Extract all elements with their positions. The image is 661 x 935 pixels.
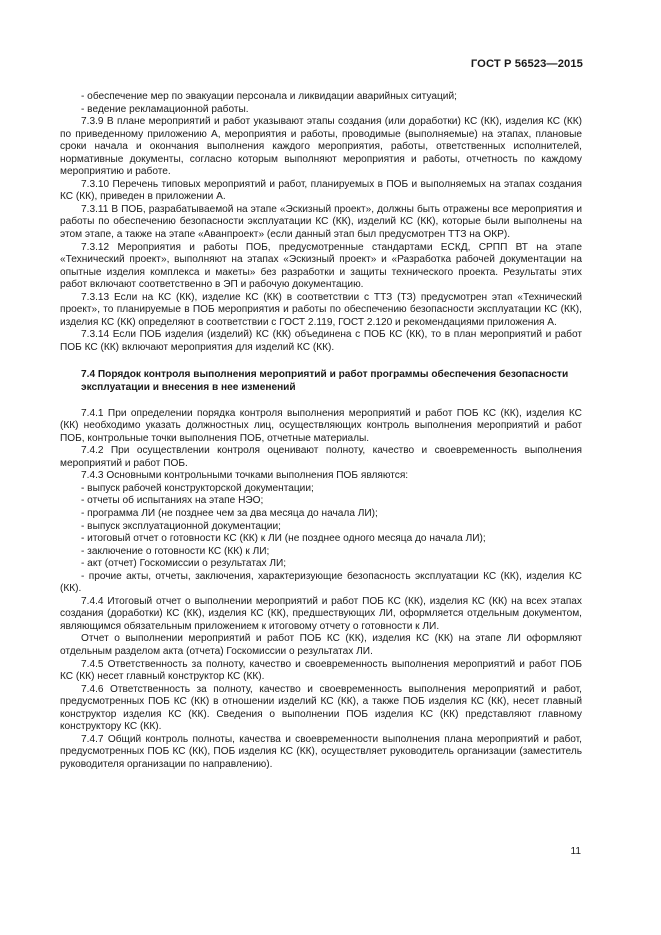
page-number: 11 <box>570 846 581 857</box>
list-item: - отчеты об испытаниях на этапе НЭО; <box>81 495 264 507</box>
paragraph: 7.4.6 Ответственность за полноту, качество и своевременность выполнения мероприятий и работ, предусмотренных ПОБ КС (КК) в отношении изделий КС (КК), а также ПОБ изделия КС (КК), несет главный конструктор изделия КС (КК). Сведения о выполнении ПОБ изделия КС (КК) представляют главному конструктору КС (КК). <box>60 683 582 733</box>
paragraph: 7.4.5 Ответственность за полноту, качество и своевременность выполнения мероприятий и работ ПОБ КС (КК) несет главный конструктор КС (КК). <box>60 658 582 683</box>
paragraph: 7.4.1 При определении порядка контроля выполнения мероприятий и работ ПОБ КС (КК), изделия КС (КК) необходимо указать должностных лиц, осуществляющих контроль выполнения мероприятий и работ ПОБ, контрольные точки выполнения ПОБ, отчетные материалы. <box>60 407 582 444</box>
list-item: - прочие акты, отчеты, заключения, характеризующие безопасность эксплуатации КС (КК), изделия КС (КК). <box>60 570 582 595</box>
paragraph: 7.3.9 В плане мероприятий и работ указывают этапы создания (или доработки) КС (КК), изделия КС (КК) по приведенному приложению А, мероприятия и работы, проводимые (выполняемые) на этапах, плановые сроки начала и окончания выполнения каждого мероприятия, работы, ответственных исполнителей, нормативные документы, согласно которым выполняют мероприятия и работы, отчетность по каждому мероприятию и работе. <box>60 116 582 178</box>
list-item: - акт (отчет) Госкомиссии о результатах ЛИ; <box>81 558 287 570</box>
paragraph: 7.3.10 Перечень типовых мероприятий и работ, планируемых в ПОБ и выполняемых на этапах создания КС (КК), приведен в приложении А. <box>60 178 582 203</box>
paragraph: 7.3.11 В ПОБ, разрабатываемой на этапе «Эскизный проект», должны быть отражены все мероприятия и работы по обеспечению безопасности эксплуатации КС (КК), изделий КС (КК), которые были выполнены на этом этапе, а также на этапе «Аванпроект» (если данный этап был предусмотрен ТТЗ на ОКР). <box>60 203 582 241</box>
section-heading: 7.4 Порядок контроля выполнения мероприятий и работ программы обеспечения безопасности эксплуатации и внесения в нее изменений <box>81 369 569 394</box>
paragraph: 7.4.7 Общий контроль полноты, качества и своевременности выполнения плана мероприятий и работ, предусмотренных ПОБ КС (КК), ПОБ изделия КС (КК), осуществляет руководитель организации (заместитель руководителя организации по направлению). <box>60 733 582 770</box>
document-body <box>60 91 582 771</box>
paragraph: Отчет о выполнении мероприятий и работ ПОБ КС (КК), изделия КС (КК) на этапе ЛИ оформляют отдельным разделом акта (отчета) Госкомиссии о результатах ЛИ. <box>60 633 582 657</box>
list-item: - ведение рекламационной работы. <box>81 103 249 115</box>
paragraph: 7.4.4 Итоговый отчет о выполнении мероприятий и работ ПОБ КС (КК), изделия КС (КК) на всех этапах создания (доработки) КС (КК), изделия КС (КК), предшествующих ЛИ, оформляется отдельным документом, являющимся обязательным приложением к итоговому отчету о готовности к ЛИ. <box>60 595 582 632</box>
list-item: - выпуск рабочей конструкторской документации; <box>81 482 314 494</box>
list-item: - обеспечение мер по эвакуации персонала и ликвидации аварийных ситуаций; <box>81 91 457 102</box>
paragraph: 7.3.12 Мероприятия и работы ПОБ, предусмотренные стандартами ЕСКД, СРПП ВТ на этапе «Технический проект», выполняют на этапах «Эскизный проект» и «Разработка рабочей документации на опытные изделия комплекса и макеты» без разработки и защиты технического проекта. Результаты этих работ включают соответственно в ЭП и рабочую документацию. <box>60 241 582 291</box>
paragraph: 7.3.13 Если на КС (КК), изделие КС (КК) в соответствии с ТТЗ (ТЗ) предусмотрен этап «Технический проект», то планируемые в ПОБ мероприятия и работы по обеспечению безопасности эксплуатации КС (КК), изделия КС (КК) определяют в соответствии с ГОСТ 2.119, ГОСТ 2.120 и рекомендациями приложения А. <box>60 291 582 328</box>
list-item: - программа ЛИ (не позднее чем за два месяца до начала ЛИ); <box>81 507 378 519</box>
paragraph: 7.4.2 При осуществлении контроля оценивают полноту, качество и своевременность выполнения мероприятий и работ ПОБ. <box>60 445 582 469</box>
paragraph: 7.4.3 Основными контрольными точками выполнения ПОБ являются: <box>81 470 409 482</box>
paragraph: 7.3.14 Если ПОБ изделия (изделий) КС (КК) объединена с ПОБ КС (КК), то в план мероприятий и работ ПОБ КС (КК) включают мероприятия для изделий КС (КК). <box>60 329 582 353</box>
list-item: - заключение о готовности КС (КК) к ЛИ; <box>81 545 270 557</box>
list-item: - выпуск эксплуатационной документации; <box>81 520 281 532</box>
document-id-header: ГОСТ Р 56523—2015 <box>470 58 583 70</box>
list-item: - итоговый отчет о готовности КС (КК) к ЛИ (не позднее одного месяца до начала ЛИ); <box>81 533 486 545</box>
